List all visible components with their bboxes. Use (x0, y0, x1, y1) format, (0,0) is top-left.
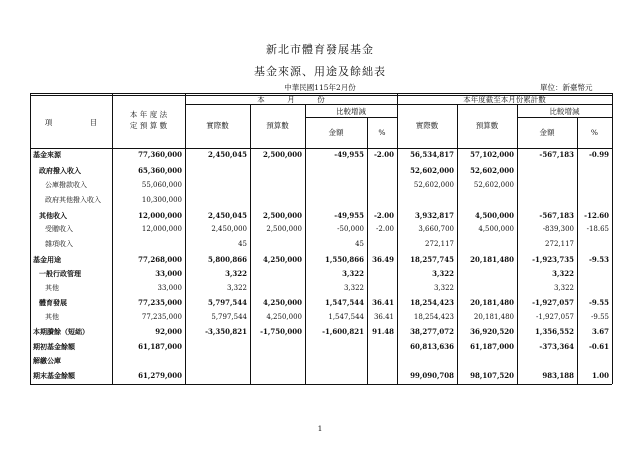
col-border-item (112, 93, 113, 384)
header-ytd-actual: 實際數 (415, 121, 439, 130)
table-cell: -1,927,057 (532, 298, 574, 307)
header-ytd-budget: 預算數 (475, 121, 499, 130)
table-cell: 3,660,700 (418, 225, 454, 233)
row-label: 體育發展 (39, 298, 67, 307)
table-cell: 2,500,000 (263, 211, 302, 220)
table-cell: 91.48 (372, 327, 394, 336)
table-cell: 36.41 (372, 298, 394, 307)
row-label: 政府其他撥入收入 (45, 196, 101, 204)
col-border-m-actual (250, 104, 251, 384)
table-cell: -9.55 (591, 313, 609, 321)
table-cell: 18,254,423 (410, 298, 454, 307)
table-cell: 18,254,423 (413, 313, 454, 321)
table-cell: 77,268,000 (138, 255, 182, 264)
table-cell: -839,300 (542, 225, 574, 233)
table-cell: -2.00 (374, 150, 394, 159)
page-number: 1 (317, 424, 323, 433)
month-compare-divider (305, 117, 397, 118)
table-cell: 3.67 (591, 327, 609, 336)
table-cell: 77,235,000 (138, 298, 182, 307)
header-month-actual: 實際數 (206, 121, 229, 130)
header-ytd-pct: % (590, 128, 599, 137)
ytd-group-divider (397, 104, 612, 105)
table-cell: -0.61 (589, 342, 609, 351)
table-cell: 3,322 (553, 284, 574, 292)
row-label: 基金用途 (33, 255, 61, 264)
table-cell: 3,322 (433, 284, 454, 292)
header-ytd-group: 本年度截至本月份累計數 (463, 95, 546, 104)
table-cell: 45 (355, 240, 364, 248)
unit-label: 單位：新臺幣元 (540, 83, 593, 92)
table-cell: 3,322 (343, 284, 364, 292)
report-title: 基金來源、用途及餘絀表 (254, 65, 386, 78)
table-cell: 77,235,000 (141, 313, 182, 321)
row-label: 其他 (45, 313, 59, 321)
table-cell: 5,797,544 (208, 298, 247, 307)
table-cell: 12,000,000 (141, 225, 182, 233)
table-cell: 60,813,636 (410, 342, 454, 351)
table-bottom-border (30, 384, 612, 385)
table-cell: -1,600,821 (322, 327, 364, 336)
table-cell: 98,107,520 (470, 371, 514, 380)
table-cell: 2,500,000 (263, 150, 302, 159)
table-cell: -1,923,735 (532, 255, 574, 264)
table-cell: 36.49 (372, 255, 394, 264)
table-cell: -3,350,821 (205, 327, 247, 336)
table-cell: 3,322 (225, 269, 247, 278)
table-cell: 1,550,866 (325, 255, 364, 264)
table-cell: 4,250,000 (266, 313, 302, 321)
header-bottom-border (30, 148, 612, 149)
row-label: 其他收入 (39, 211, 67, 220)
table-cell: 4,500,000 (478, 225, 514, 233)
table-cell: 36,920,520 (470, 327, 514, 336)
table-cell: 52,602,000 (413, 181, 454, 189)
table-cell: 52,602,000 (410, 166, 454, 175)
table-cell: 38,277,072 (410, 327, 454, 336)
table-cell: 55,060,000 (141, 181, 182, 189)
table-cell: 5,797,544 (211, 313, 247, 321)
row-label: 其他 (45, 284, 59, 292)
table-cell: 57,102,000 (470, 150, 514, 159)
table-cell: 3,322 (552, 269, 574, 278)
header-month-group: 本 月 份 (257, 95, 325, 104)
table-cell: 3,322 (342, 269, 364, 278)
table-cell: 3,322 (226, 284, 247, 292)
org-title: 新北市體育發展基金 (266, 43, 374, 56)
table-cell: -1,927,057 (536, 313, 574, 321)
table-cell: 52,602,000 (470, 166, 514, 175)
row-label: 公庫撥款收入 (45, 181, 87, 189)
table-cell: 45 (238, 240, 247, 248)
header-item: 項 目 (44, 118, 98, 127)
table-cell: -1,750,000 (260, 327, 302, 336)
table-cell: -49,955 (334, 150, 364, 159)
table-cell: 92,000 (155, 327, 182, 336)
row-label: 本期賸餘（短絀） (33, 327, 89, 336)
table-cell: -9.55 (589, 298, 609, 307)
table-cell: 10,300,000 (141, 196, 182, 204)
col-border-left (30, 93, 31, 384)
table-cell: 1,547,544 (325, 298, 364, 307)
table-cell: 61,279,000 (138, 371, 182, 380)
table-cell: -567,183 (539, 150, 574, 159)
table-cell: -12.60 (584, 211, 609, 220)
table-cell: 3,322 (432, 269, 454, 278)
row-label: 期初基金餘額 (33, 342, 75, 351)
row-label: 解繳公庫 (33, 356, 61, 365)
row-label: 一般行政管理 (39, 269, 81, 278)
row-label: 雜項收入 (45, 240, 73, 248)
table-cell: -567,183 (539, 211, 574, 220)
table-cell: 983,188 (542, 371, 574, 380)
table-cell: 2,450,045 (208, 150, 247, 159)
row-label: 期末基金餘額 (33, 371, 75, 380)
table-cell: 33,000 (157, 284, 182, 292)
row-label: 政府撥入收入 (39, 166, 81, 175)
table-cell: 4,250,000 (263, 255, 302, 264)
ytd-compare-divider (517, 117, 612, 118)
table-cell: -0.99 (589, 150, 609, 159)
table-cell: 1,356,552 (535, 327, 574, 336)
table-cell: 3,932,817 (415, 211, 454, 220)
table-cell: -9.53 (589, 255, 609, 264)
table-cell: 5,800,866 (208, 255, 247, 264)
table-cell: 61,187,000 (138, 342, 182, 351)
table-cell: 4,500,000 (475, 211, 514, 220)
table-cell: 4,250,000 (263, 298, 302, 307)
header-budget-year: 本 年 度 法 定 預 算 數 (129, 110, 168, 130)
table-cell: 272,117 (425, 240, 454, 248)
table-cell: 36.41 (373, 313, 394, 321)
table-cell: 18,257,745 (410, 255, 454, 264)
table-cell: 2,450,045 (208, 211, 247, 220)
table-cell: 2,500,000 (266, 225, 302, 233)
col-border-month (397, 93, 398, 384)
header-ytd-compare: 比較增減 (549, 107, 580, 116)
table-cell: 12,000,000 (138, 211, 182, 220)
table-cell: 77,360,000 (138, 150, 182, 159)
table-cell: 56,534,817 (410, 150, 454, 159)
table-cell: 99,090,708 (410, 371, 454, 380)
table-cell: -2.00 (374, 211, 394, 220)
table-cell: -49,955 (334, 211, 364, 220)
table-cell: 2,450,000 (211, 225, 247, 233)
row-label: 受贈收入 (45, 225, 73, 233)
header-month-pct: % (378, 128, 386, 137)
col-border-budget (185, 93, 186, 384)
table-cell: 1.00 (591, 371, 609, 380)
table-cell: 33,000 (155, 269, 182, 278)
table-cell: 61,187,000 (470, 342, 514, 351)
header-month-amount: 金額 (328, 128, 344, 137)
table-cell: 1,547,544 (328, 313, 364, 321)
header-ytd-amount: 金額 (539, 128, 555, 137)
table-cell: 52,602,000 (473, 181, 514, 189)
table-cell: -2.00 (376, 225, 394, 233)
table-cell: -50,000 (337, 225, 364, 233)
header-month-compare: 比較增減 (336, 107, 366, 116)
table-cell: 20,181,480 (473, 313, 514, 321)
header-month-budget: 預算數 (266, 121, 289, 130)
table-cell: -18.65 (586, 225, 609, 233)
table-cell: 65,360,000 (138, 166, 182, 175)
table-cell: 20,181,480 (470, 255, 514, 264)
month-group-divider (185, 104, 397, 105)
report-period: 中華民國115年2月份 (284, 83, 356, 92)
table-cell: 20,181,480 (470, 298, 514, 307)
col-border-right (612, 93, 613, 384)
row-label: 基金來源 (33, 150, 61, 159)
table-cell: 272,117 (545, 240, 574, 248)
table-cell: -373,364 (539, 342, 574, 351)
